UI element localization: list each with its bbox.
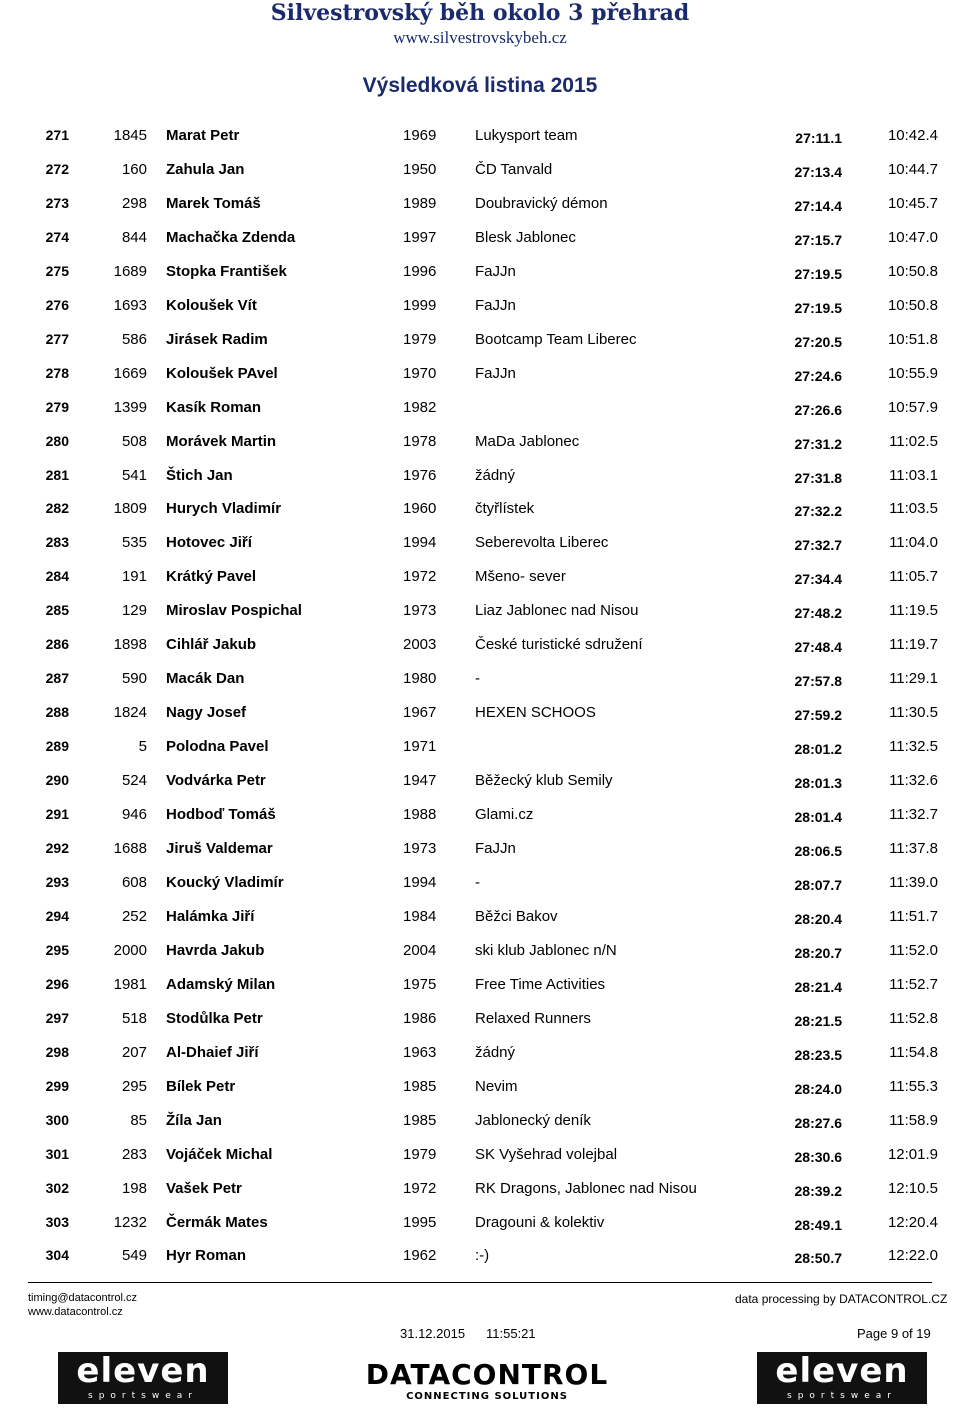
result-year: 1985 (403, 1111, 437, 1129)
event-url: www.silvestrovskybeh.cz (393, 28, 567, 47)
result-bib: 129 (121, 602, 147, 620)
result-place: 274 (45, 228, 69, 245)
result-name: Bílek Petr (166, 1077, 236, 1095)
result-pace: 10:51.8 (887, 330, 938, 348)
result-name: Hodboď Tomáš (166, 806, 276, 824)
result-name: Stodůlka Petr (166, 1009, 263, 1027)
result-club: :-) (475, 1247, 490, 1265)
result-time: 27:32.7 (794, 537, 842, 554)
result-pace: 11:52.0 (889, 941, 938, 959)
result-bib: 1688 (113, 840, 147, 858)
result-row (0, 933, 960, 967)
result-name: Stopka František (166, 262, 287, 280)
result-year: 1989 (403, 194, 437, 212)
result-time: 27:24.6 (794, 367, 842, 384)
result-bib: 295 (121, 1077, 147, 1095)
result-bib: 2000 (113, 941, 147, 959)
result-bib: 1824 (113, 704, 147, 722)
result-year: 1963 (403, 1043, 437, 1061)
result-row (0, 458, 960, 492)
result-pace: 11:51.7 (889, 907, 938, 925)
result-year: 1985 (403, 1077, 437, 1095)
result-place: 272 (45, 160, 69, 177)
result-bib: 1232 (113, 1213, 147, 1231)
result-place: 290 (45, 772, 69, 789)
result-name: Vašek Petr (166, 1179, 242, 1197)
result-place: 303 (45, 1213, 69, 1230)
result-time: 28:06.5 (794, 843, 842, 860)
result-name: Cihlář Jakub (166, 636, 257, 654)
result-time: 28:24.0 (794, 1080, 842, 1097)
result-place: 279 (45, 398, 69, 415)
result-pace: 11:19.7 (889, 636, 938, 654)
result-club: Free Time Activities (475, 975, 606, 993)
result-row (0, 1205, 960, 1239)
result-year: 1979 (403, 330, 437, 348)
result-row (0, 865, 960, 899)
result-row (0, 356, 960, 390)
result-row (0, 695, 960, 729)
result-year: 1950 (403, 160, 437, 178)
result-time: 28:20.7 (794, 944, 842, 961)
result-bib: 844 (121, 228, 147, 246)
footer-divider (28, 1282, 932, 1283)
result-year: 1999 (403, 296, 437, 314)
result-bib: 283 (121, 1145, 147, 1163)
result-club: Blesk Jablonec (475, 228, 576, 246)
result-year: 1947 (403, 772, 437, 790)
result-place: 277 (45, 330, 69, 347)
result-pace: 10:42.4 (887, 127, 938, 144)
result-row (0, 593, 960, 627)
result-place: 304 (45, 1247, 69, 1264)
result-pace: 10:55.9 (887, 364, 938, 382)
result-time: 28:01.4 (794, 809, 842, 826)
result-place: 298 (45, 1043, 69, 1060)
result-time: 28:23.5 (794, 1046, 842, 1063)
result-place: 283 (45, 534, 69, 551)
result-bib: 5 (138, 738, 147, 756)
result-row (0, 1137, 960, 1171)
result-place: 293 (45, 873, 69, 890)
result-row (0, 1069, 960, 1103)
result-year: 1971 (403, 738, 437, 756)
result-name: Koloušek PAvel (166, 364, 278, 382)
result-row (0, 831, 960, 865)
result-place: 299 (45, 1077, 69, 1094)
result-time: 28:50.7 (794, 1250, 842, 1267)
result-pace: 11:03.1 (889, 466, 938, 484)
result-place: 282 (45, 500, 69, 517)
result-year: 1973 (403, 602, 437, 620)
result-row (0, 288, 960, 322)
result-row (0, 1035, 960, 1069)
result-place: 289 (45, 738, 69, 755)
result-name: Vojáček Michal (166, 1145, 273, 1163)
result-row (0, 729, 960, 763)
result-place: 294 (45, 907, 69, 924)
result-row (0, 627, 960, 661)
eleven-logo-right: eleven sportswear (757, 1352, 927, 1404)
result-club: FaJJn (475, 296, 516, 314)
result-bib: 586 (121, 330, 147, 348)
result-time: 28:20.4 (794, 910, 842, 927)
result-row (0, 559, 960, 593)
result-name: Marek Tomáš (166, 194, 261, 212)
result-year: 1962 (403, 1247, 437, 1265)
result-name: Nagy Josef (166, 704, 247, 722)
result-club: Bootcamp Team Liberec (475, 330, 637, 348)
result-time: 28:39.2 (794, 1182, 842, 1199)
result-place: 284 (45, 568, 69, 585)
result-year: 1969 (403, 127, 437, 144)
result-place: 301 (45, 1145, 69, 1162)
result-place: 295 (45, 941, 69, 958)
result-club: MaDa Jablonec (475, 432, 580, 450)
result-name: Hurych Vladimír (166, 500, 282, 518)
result-place: 280 (45, 432, 69, 449)
result-bib: 198 (121, 1179, 147, 1197)
result-bib: 252 (121, 907, 147, 925)
result-name: Macák Dan (166, 670, 245, 688)
result-year: 1995 (403, 1213, 437, 1231)
result-time: 28:21.4 (794, 978, 842, 995)
result-name: Halámka Jiří (166, 907, 255, 925)
result-time: 27:31.2 (794, 435, 842, 452)
result-row (0, 254, 960, 288)
result-name: Žíla Jan (166, 1111, 222, 1129)
result-place: 273 (45, 194, 69, 211)
result-pace: 10:47.0 (887, 228, 938, 246)
result-pace: 10:50.8 (887, 296, 938, 314)
result-name: Adamský Milan (166, 975, 276, 993)
result-time: 28:49.1 (794, 1216, 842, 1233)
result-time: 28:07.7 (794, 876, 842, 893)
result-time: 27:11.1 (795, 130, 842, 146)
result-bib: 535 (121, 534, 147, 552)
result-club: žádný (475, 466, 516, 484)
result-pace: 12:10.5 (887, 1179, 938, 1197)
result-year: 1978 (403, 432, 437, 450)
result-time: 27:26.6 (794, 401, 842, 418)
result-time: 27:59.2 (794, 707, 842, 724)
result-row (0, 1103, 960, 1137)
result-club: Seberevolta Liberec (475, 534, 609, 552)
result-club: FaJJn (475, 262, 516, 280)
result-place: 285 (45, 602, 69, 619)
result-year: 2003 (403, 636, 437, 654)
result-pace: 11:02.5 (889, 432, 938, 450)
result-bib: 1689 (113, 262, 147, 280)
result-name: Zahula Jan (166, 160, 245, 178)
result-club: Jablonecký deník (475, 1111, 591, 1129)
result-year: 1994 (403, 873, 437, 891)
result-club: ski klub Jablonec n/N (475, 941, 617, 959)
result-pace: 11:05.7 (889, 568, 938, 586)
result-club: SK Vyšehrad volejbal (475, 1145, 618, 1163)
result-pace: 12:22.0 (887, 1247, 938, 1265)
result-time: 27:48.4 (794, 639, 842, 656)
result-time: 28:01.3 (794, 775, 842, 792)
result-time: 27:13.4 (794, 163, 842, 180)
result-club: FaJJn (475, 364, 516, 382)
result-year: 1982 (403, 398, 437, 416)
result-place: 300 (45, 1111, 69, 1128)
result-club: Mšeno- sever (475, 568, 566, 586)
result-bib: 191 (121, 568, 147, 586)
result-name: Krátký Pavel (166, 568, 257, 586)
result-year: 1980 (403, 670, 437, 688)
result-row (0, 797, 960, 831)
result-name: Čermák Mates (166, 1213, 268, 1231)
result-year: 1994 (403, 534, 437, 552)
result-name: Morávek Martin (166, 432, 277, 450)
result-club: České turistické sdružení (475, 636, 643, 654)
result-time: 27:32.2 (794, 503, 842, 520)
results-table (0, 118, 960, 1272)
result-name: Koucký Vladimír (166, 873, 284, 891)
result-row (0, 322, 960, 356)
result-club: Glami.cz (475, 806, 534, 824)
result-pace: 11:37.8 (889, 840, 938, 858)
footer-page: Page 9 of 19 (857, 1326, 931, 1341)
result-time: 27:19.5 (794, 265, 842, 282)
result-pace: 12:20.4 (887, 1213, 938, 1231)
result-year: 1996 (403, 262, 437, 280)
result-time: 27:19.5 (794, 299, 842, 316)
result-pace: 11:39.0 (889, 873, 938, 891)
result-row (0, 152, 960, 186)
result-bib: 608 (121, 873, 147, 891)
result-club: Liaz Jablonec nad Nisou (475, 602, 639, 620)
results-list-title: Výsledková listina 2015 (362, 74, 598, 97)
result-place: 276 (45, 296, 69, 313)
result-name: Miroslav Pospichal (166, 602, 302, 620)
result-pace: 11:30.5 (889, 704, 938, 722)
result-year: 1986 (403, 1009, 437, 1027)
result-club: - (475, 670, 480, 688)
result-row (0, 186, 960, 220)
result-name: Koloušek Vít (166, 296, 257, 314)
datacontrol-logo: DATACONTROL CONNECTING SOLUTIONS (365, 1358, 609, 1402)
result-year: 1976 (403, 466, 437, 484)
result-place: 275 (45, 262, 69, 279)
result-bib: 160 (121, 160, 147, 178)
result-club: Doubravický démon (475, 194, 608, 212)
result-place: 271 (45, 127, 69, 143)
result-bib: 590 (121, 670, 147, 688)
result-time: 28:21.5 (794, 1012, 842, 1029)
eleven-logo-left: eleven sportswear (58, 1352, 228, 1404)
event-title: Silvestrovský běh okolo 3 přehrad (270, 0, 690, 26)
result-time: 27:48.2 (794, 605, 842, 622)
result-row (0, 1238, 960, 1272)
result-pace: 11:55.3 (889, 1077, 938, 1095)
result-pace: 11:52.8 (889, 1009, 938, 1027)
result-year: 1984 (403, 907, 437, 925)
result-row (0, 1171, 960, 1205)
result-pace: 11:32.6 (889, 772, 938, 790)
footer-email: timing@datacontrol.cz (28, 1292, 137, 1304)
result-place: 278 (45, 364, 69, 381)
result-name: Hotovec Jiří (166, 534, 252, 552)
result-bib: 1669 (113, 364, 147, 382)
result-pace: 10:50.8 (887, 262, 938, 280)
result-year: 1970 (403, 364, 437, 382)
result-club: žádný (475, 1043, 516, 1061)
result-year: 1967 (403, 704, 437, 722)
result-club: Lukysport team (475, 127, 578, 144)
result-row (0, 661, 960, 695)
result-club: ČD Tanvald (475, 160, 553, 178)
result-time: 28:01.2 (794, 741, 842, 758)
result-time: 27:34.4 (794, 571, 842, 588)
result-pace: 11:32.7 (889, 806, 938, 824)
result-club: - (475, 873, 480, 891)
result-place: 288 (45, 704, 69, 721)
result-bib: 1399 (113, 398, 147, 416)
result-year: 1972 (403, 1179, 437, 1197)
result-place: 297 (45, 1009, 69, 1026)
result-bib: 85 (130, 1111, 147, 1129)
result-name: Jiruš Valdemar (166, 840, 273, 858)
result-bib: 1693 (113, 296, 147, 314)
result-year: 1988 (403, 806, 437, 824)
result-bib: 1898 (113, 636, 147, 654)
result-pace: 10:57.9 (887, 398, 938, 416)
result-row (0, 390, 960, 424)
result-pace: 11:19.5 (889, 602, 938, 620)
result-time: 28:30.6 (794, 1148, 842, 1165)
result-time: 27:57.8 (794, 673, 842, 690)
result-pace: 11:54.8 (889, 1043, 938, 1061)
result-pace: 12:01.9 (887, 1145, 938, 1163)
footer-website: www.datacontrol.cz (28, 1306, 123, 1318)
result-bib: 549 (121, 1247, 147, 1265)
result-place: 292 (45, 840, 69, 857)
result-pace: 11:04.0 (889, 534, 938, 552)
result-name: Al-Dhaief Jiří (166, 1043, 259, 1061)
result-year: 2004 (403, 941, 437, 959)
result-year: 1972 (403, 568, 437, 586)
result-row (0, 525, 960, 559)
result-name: Štich Jan (166, 466, 233, 484)
result-place: 291 (45, 806, 69, 823)
result-bib: 541 (121, 466, 147, 484)
result-club: Běžci Bakov (475, 907, 558, 925)
result-bib: 1981 (113, 975, 147, 993)
result-bib: 508 (121, 432, 147, 450)
result-name: Vodvárka Petr (166, 772, 266, 790)
result-name: Kasík Roman (166, 398, 262, 416)
result-club: Relaxed Runners (475, 1009, 591, 1027)
result-bib: 1809 (113, 500, 147, 518)
result-name: Hyr Roman (166, 1247, 247, 1265)
result-time: 27:14.4 (794, 197, 842, 214)
result-club: Běžecký klub Semily (475, 772, 613, 790)
result-year: 1997 (403, 228, 437, 246)
footer-processing: data processing by DATACONTROL.CZ (735, 1292, 948, 1306)
result-bib: 1845 (113, 127, 147, 144)
result-bib: 518 (121, 1009, 147, 1027)
result-name: Polodna Pavel (166, 738, 269, 756)
result-pace: 11:29.1 (889, 670, 938, 688)
result-bib: 207 (121, 1043, 147, 1061)
result-club: čtyřlístek (475, 500, 535, 518)
result-bib: 946 (121, 806, 147, 824)
result-pace: 11:03.5 (889, 500, 938, 518)
result-year: 1960 (403, 500, 437, 518)
result-row (0, 118, 960, 152)
result-row (0, 899, 960, 933)
result-name: Machačka Zdenda (166, 228, 296, 246)
result-club: HEXEN SCHOOS (475, 704, 596, 722)
result-row (0, 424, 960, 458)
result-row (0, 1001, 960, 1035)
result-pace: 10:45.7 (887, 194, 938, 212)
result-bib: 524 (121, 772, 147, 790)
result-pace: 11:32.5 (889, 738, 938, 756)
result-place: 286 (45, 636, 69, 653)
result-pace: 11:52.7 (889, 975, 938, 993)
result-time: 28:27.6 (794, 1114, 842, 1131)
result-club: RK Dragons, Jablonec nad Nisou (475, 1179, 697, 1197)
result-time: 27:31.8 (794, 469, 842, 486)
result-pace: 11:58.9 (889, 1111, 938, 1129)
result-place: 296 (45, 975, 69, 992)
result-year: 1973 (403, 840, 437, 858)
result-place: 287 (45, 670, 69, 687)
result-row (0, 491, 960, 525)
result-row (0, 220, 960, 254)
result-place: 302 (45, 1179, 69, 1196)
result-year: 1975 (403, 975, 437, 993)
result-name: Marat Petr (166, 127, 240, 144)
result-club: Nevim (475, 1077, 518, 1095)
result-bib: 298 (121, 194, 147, 212)
result-name: Jirásek Radim (166, 330, 268, 348)
result-pace: 10:44.7 (887, 160, 938, 178)
footer-time: 11:55:21 (486, 1326, 536, 1341)
result-name: Havrda Jakub (166, 941, 265, 959)
footer-date: 31.12.2015 (400, 1326, 466, 1341)
result-club: Dragouni & kolektiv (475, 1213, 605, 1231)
result-row (0, 967, 960, 1001)
result-place: 281 (45, 466, 69, 483)
result-time: 27:20.5 (794, 333, 842, 350)
result-club: FaJJn (475, 840, 516, 858)
result-time: 27:15.7 (794, 231, 842, 248)
result-row (0, 763, 960, 797)
result-year: 1979 (403, 1145, 437, 1163)
